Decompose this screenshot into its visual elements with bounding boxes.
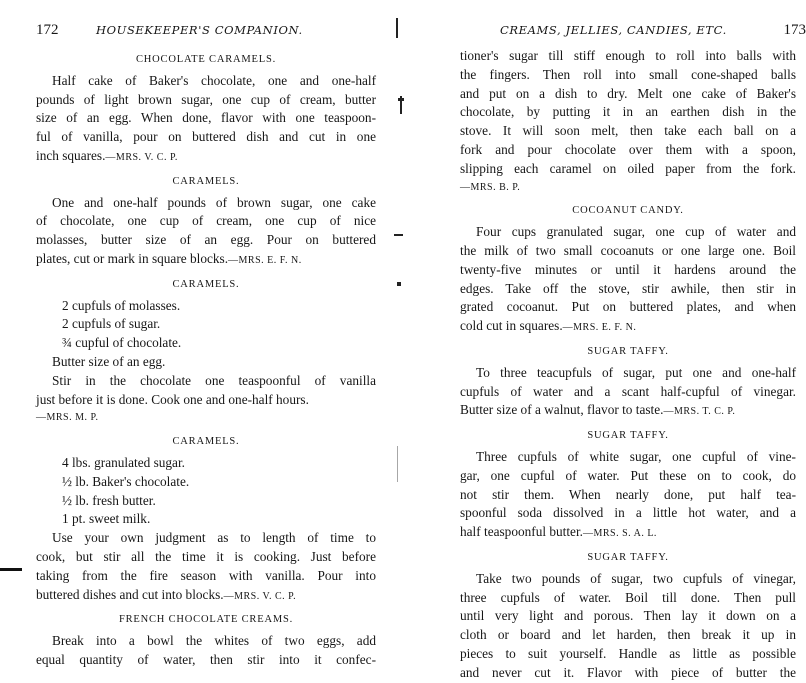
text-line: pieces to suit yourself. Handle as little as possible bbox=[460, 645, 796, 664]
text-line: and put on a dish to dry. Melt one cake of Baker's bbox=[460, 85, 796, 104]
text-line: not stir them. When nearly done, put half tea- bbox=[460, 486, 796, 505]
text-line: Use your own judgment as to length of time to bbox=[36, 529, 376, 548]
recipe-title: CARAMELS. bbox=[36, 173, 376, 192]
text-line: size of an egg. When done, flavor with one teaspoon- bbox=[36, 109, 376, 128]
gutter-mark bbox=[397, 282, 401, 286]
text-line: Stir in the chocolate one teaspoonful of vanilla bbox=[36, 372, 376, 391]
page-gutter bbox=[392, 0, 420, 596]
recipe-title: SUGAR TAFFY. bbox=[460, 427, 796, 446]
ingredient-line: 2 cupfuls of sugar. bbox=[36, 315, 376, 334]
text-line: inch squares. bbox=[36, 148, 105, 163]
ingredient-line: Butter size of an egg. bbox=[36, 353, 376, 372]
recipe-title: CHOCOLATE CARAMELS. bbox=[36, 51, 376, 70]
recipe-signature: —MRS. B. P. bbox=[460, 179, 796, 198]
gutter-mark bbox=[396, 18, 398, 38]
gutter-mark bbox=[394, 234, 403, 236]
text-line: pounds of light brown sugar, one cup of cream, butter bbox=[36, 91, 376, 110]
text-line: cloth or board and let harden, then break it up in bbox=[460, 626, 796, 645]
text-line: edges. Take off the stove, stir awhile, then stir in bbox=[460, 280, 796, 299]
recipe-caramels-1 bbox=[36, 173, 376, 271]
text-line: One and one-half pounds of brown sugar, one cake bbox=[36, 194, 376, 213]
ingredient-line: 4 lbs. granulated sugar. bbox=[36, 454, 376, 473]
text-line: the fingers. Then roll into small cone-shaped balls bbox=[460, 66, 796, 85]
text-line: slipping each caramel on oiled paper from the fork. bbox=[460, 160, 796, 179]
recipe-title: CARAMELS. bbox=[36, 433, 376, 452]
text-line: molasses, butter size of an egg. Pour on buttered bbox=[36, 231, 376, 250]
text-line: the milk of two small cocoanuts or one large one. Boil bbox=[460, 242, 796, 261]
text-line: until very light and porous. Then lay it down on a bbox=[460, 607, 796, 626]
recipe-title: SUGAR TAFFY. bbox=[460, 343, 796, 362]
text-line: fork and pour chocolate over them with a spoon, bbox=[460, 141, 796, 160]
text-line: Break into a bowl the whites of two eggs, add bbox=[36, 632, 376, 651]
text-line: cupfuls of water and a scant half-cupful of vinegar. bbox=[460, 383, 796, 402]
left-page-number: 172 bbox=[36, 22, 59, 39]
text-line: grated cocoanut. Put on buttered plates, and when bbox=[460, 298, 796, 317]
text-line: Butter size of a walnut, flavor to taste. bbox=[460, 402, 663, 417]
recipe-sugar-taffy-3 bbox=[460, 549, 796, 683]
left-page bbox=[0, 0, 392, 596]
gutter-mark bbox=[397, 446, 398, 482]
text-line: To three teacupfuls of sugar, put one and one-half bbox=[460, 364, 796, 383]
recipe-french-chocolate-creams bbox=[36, 611, 376, 669]
text-line: three cupfuls of water. Boil till done. Then pull bbox=[460, 589, 796, 608]
scan-edge-mark bbox=[0, 568, 22, 571]
right-page bbox=[420, 0, 800, 596]
left-text-column bbox=[36, 46, 376, 670]
recipe-continuation bbox=[460, 47, 796, 197]
recipe-title: FRENCH CHOCOLATE CREAMS. bbox=[36, 611, 376, 630]
text-line: taking from the fire season with vanilla. Pour into bbox=[36, 567, 376, 586]
ingredient-line: 2 cupfuls of molasses. bbox=[36, 297, 376, 316]
recipe-signature: —MRS. V. C. P. bbox=[224, 591, 297, 602]
right-text-column bbox=[460, 47, 796, 683]
text-line: buttered dishes and cut into blocks. bbox=[36, 587, 224, 602]
right-page-number: 173 bbox=[784, 22, 806, 39]
text-line: tioner's sugar till stiff enough to roll into balls with bbox=[460, 47, 796, 66]
recipe-signature: —MRS. E. F. N. bbox=[563, 322, 637, 333]
text-line: Take two pounds of sugar, two cupfuls of vinegar, bbox=[460, 570, 796, 589]
ingredient-line: ½ lb. fresh butter. bbox=[36, 492, 376, 511]
recipe-signature: —MRS. V. C. P. bbox=[105, 152, 178, 163]
recipe-signature: —MRS. M. P. bbox=[36, 409, 376, 428]
recipe-signature: —MRS. S. A. L. bbox=[583, 528, 657, 539]
text-line: ful of vanilla, pour on buttered dish and cut in one bbox=[36, 128, 376, 147]
text-line: gar, one cupful of water. Put these on to cook, do bbox=[460, 467, 796, 486]
text-line: Three cupfuls of white sugar, one cupful of vine- bbox=[460, 448, 796, 467]
text-line: equal quantity of water, then stir into it confec- bbox=[36, 651, 376, 670]
text-line: cold cut in squares. bbox=[460, 318, 563, 333]
recipe-signature: —MRS. E. F. N. bbox=[228, 255, 302, 266]
recipe-chocolate-caramels bbox=[36, 51, 376, 168]
text-line: stove. It will soon melt, then take each ball on a bbox=[460, 122, 796, 141]
text-line: just before it is done. Cook one and one-half hours. bbox=[36, 391, 376, 410]
recipe-signature: —MRS. T. C. P. bbox=[663, 406, 735, 417]
text-line: and never cut it. Flavor with piece of butter the bbox=[460, 664, 796, 683]
text-line: cook, but stir all the time it is cooking. Just before bbox=[36, 548, 376, 567]
text-line: spoonful soda dissolved in a little hot water, and a bbox=[460, 504, 796, 523]
recipe-caramels-2 bbox=[36, 276, 376, 428]
left-running-head: HOUSEKEEPER'S COMPANION. bbox=[96, 23, 303, 37]
recipe-caramels-3 bbox=[36, 433, 376, 606]
recipe-cocoanut-candy bbox=[460, 202, 796, 338]
text-line: of chocolate, one cup of cream, one cup of nice bbox=[36, 212, 376, 231]
text-line: half teaspoonful butter. bbox=[460, 524, 583, 539]
ingredient-line: ¾ cupful of chocolate. bbox=[36, 334, 376, 353]
right-running-head: CREAMS, JELLIES, CANDIES, ETC. bbox=[500, 23, 727, 37]
text-line: chocolate, by putting it in an earthen dish in the bbox=[460, 103, 796, 122]
gutter-mark bbox=[400, 96, 402, 114]
ingredient-line: ½ lb. Baker's chocolate. bbox=[36, 473, 376, 492]
recipe-title: CARAMELS. bbox=[36, 276, 376, 295]
recipe-title: SUGAR TAFFY. bbox=[460, 549, 796, 568]
recipe-title: COCOANUT CANDY. bbox=[460, 202, 796, 221]
text-line: Half cake of Baker's chocolate, one and one-half bbox=[36, 72, 376, 91]
text-line: Four cups granulated sugar, one cup of water and bbox=[460, 223, 796, 242]
ingredient-line: 1 pt. sweet milk. bbox=[36, 510, 376, 529]
text-line: plates, cut or mark in square blocks. bbox=[36, 251, 228, 266]
text-line: twenty-five minutes or until it hardens around the bbox=[460, 261, 796, 280]
recipe-sugar-taffy-2 bbox=[460, 427, 796, 544]
recipe-sugar-taffy-1 bbox=[460, 343, 796, 422]
